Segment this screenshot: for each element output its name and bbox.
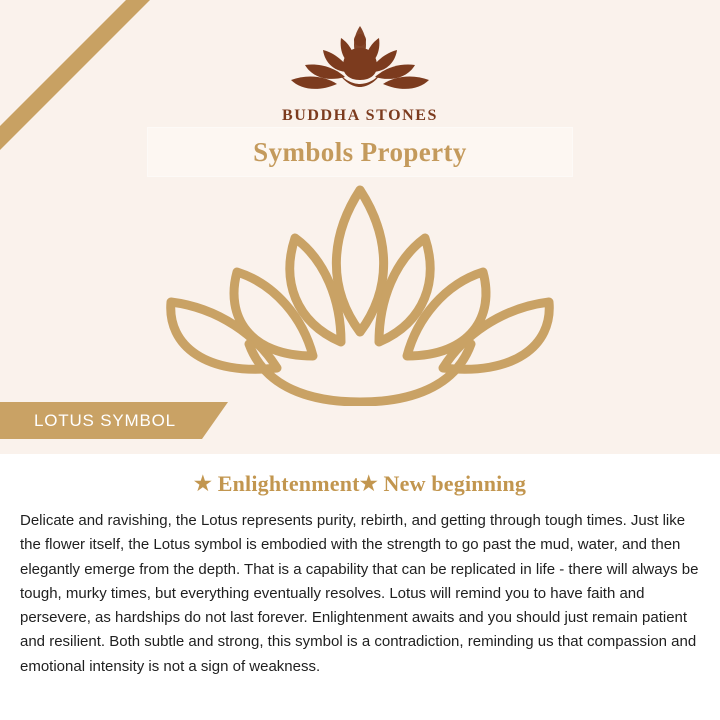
lotus-meditation-figure-icon xyxy=(0,22,720,105)
lotus-flower-icon xyxy=(145,176,575,406)
tagline xyxy=(0,471,720,497)
brand-header xyxy=(0,22,720,125)
star-icon-left: ★ xyxy=(193,473,213,495)
brand-name: BUDDHA STONES xyxy=(281,107,439,124)
lotus-symbol-ribbon xyxy=(0,402,202,439)
title-bar xyxy=(148,128,572,176)
description-paragraph: Delicate and ravishing, the Lotus represents purity, rebirth, and getting through tough times. Just like the flower itself, the Lotus symbol is embodied with the strength to go past the mud, water, and then elegantly emerge from the depth. That is a capability that can be replicated in life - there will always be tough, murky times, but everything eventually resolves. Lotus will remind you to have faith and persevere, as hardships do not last forever. Enlightenment awaits and you should just remain patient and resilient. Both subtle and strong, this symbol is a contradiction, reminding us that compassion and emotional intensity is not a sign of weakness. xyxy=(20,512,699,675)
ribbon-label: LOTUS SYMBOL xyxy=(34,410,176,430)
page-title: Symbols Property xyxy=(253,136,467,167)
description-panel xyxy=(0,454,720,720)
star-icon-right: ★ xyxy=(359,473,378,495)
tagline-right: New beginning xyxy=(383,471,527,496)
tagline-left: Enlightenment xyxy=(217,471,360,496)
lotus-artwork xyxy=(0,176,720,400)
